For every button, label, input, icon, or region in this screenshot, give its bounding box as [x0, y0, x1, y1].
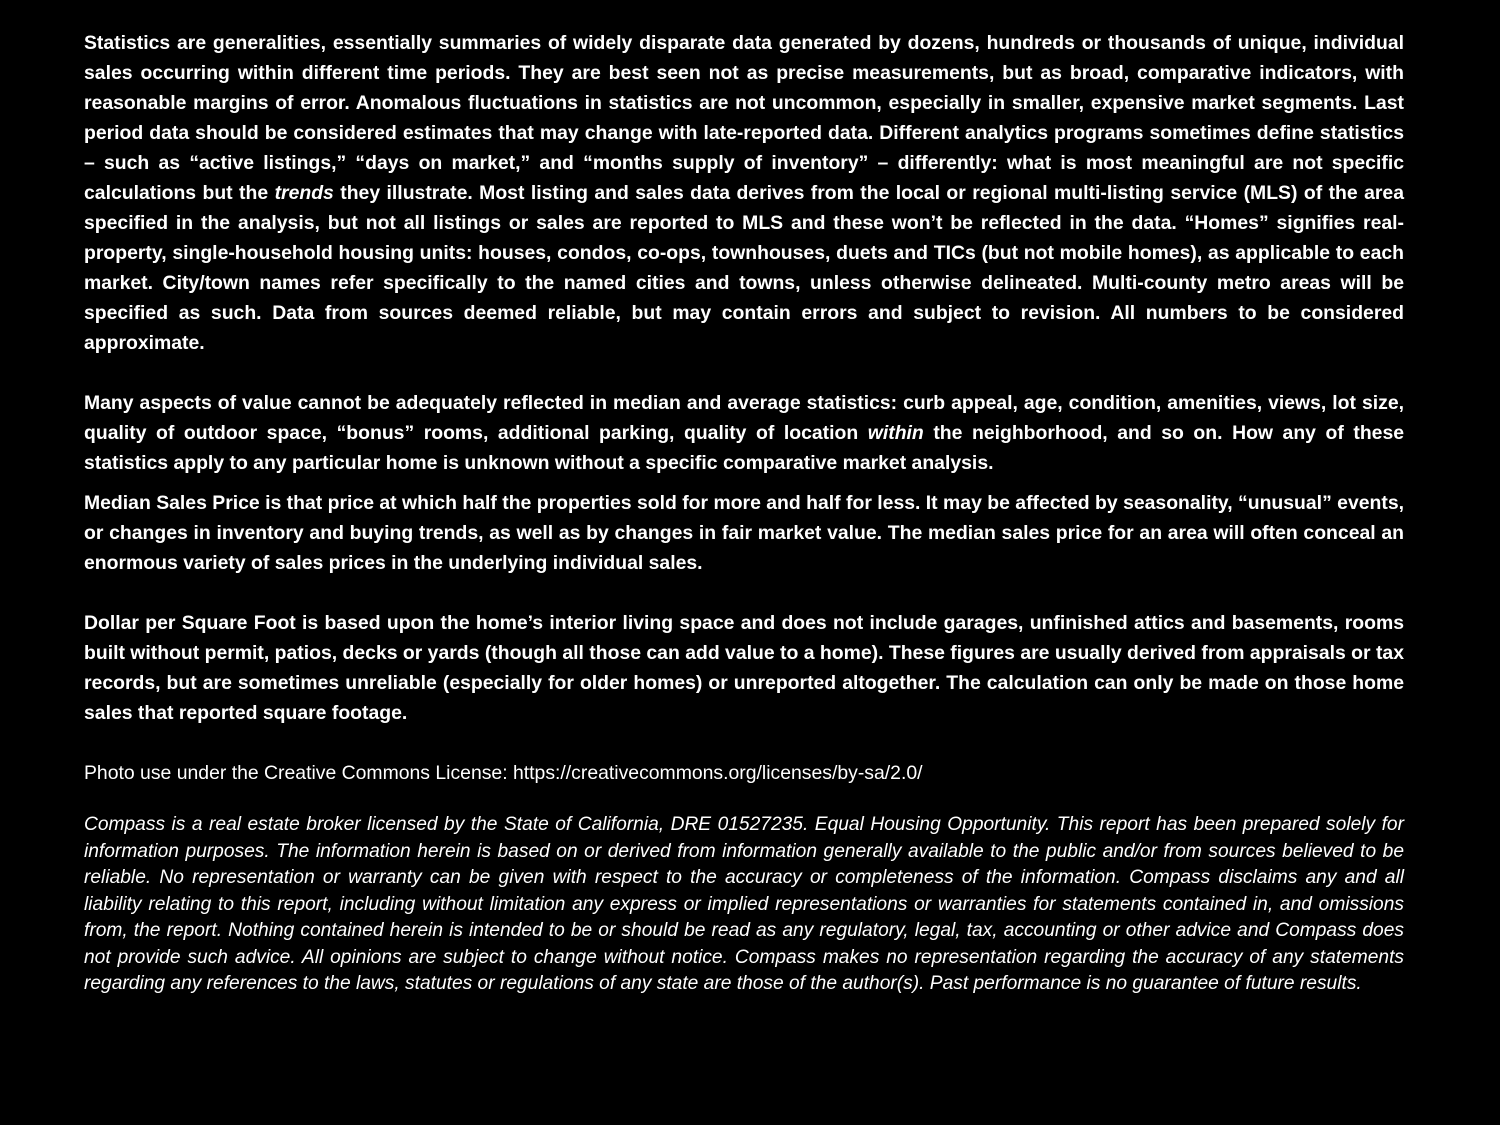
- value-aspects-text-b: the neighborhood, and so on. How any of these statistics apply to any particular home is unknown without a specific comparative market analysis.: [84, 422, 1405, 474]
- median-sales-price-paragraph: Median Sales Price is that price at which half the properties sold for more and half for less. It may be affected by seasonality, “unusual” events, or changes in inventory and buying trends, as well as by changes in fair market value. The median sales price for an area will often conceal an enormous variety of sales prices in the underlying individual sales.: [84, 492, 1404, 574]
- photo-license-note: Photo use under the Creative Commons License: https://creativecommons.org/licenses/by-sa/2.0/: [84, 762, 923, 784]
- statistics-emphasis: trends: [274, 182, 334, 204]
- statistics-text-a: Statistics are generalities, essentially summaries of widely disparate data generated by dozens, hundreds or thousands of unique, individual sales occurring within different time periods. They are best seen not as precise measurements, but as broad, comparative indicators, with reasonable margins of error. Anomalous fluctuations in statistics are not uncommon, especially in smaller, expensive market segments. Last period data should be considered estimates that may change with late-reported data. Different analytics programs sometimes define statistics – such as “active listings,” “days on market,” and “months supply of inventory” – differently: what is most meaningful are not specific calculations but the: [84, 32, 1404, 204]
- value-aspects-paragraph: [84, 388, 1404, 478]
- value-aspects-text-a: Many aspects of value cannot be adequately reflected in median and average statistics: curb appeal, age, condition, amenities, views, lot size, quality of outdoor space, “bonus” rooms, additional parking, quality of location: [84, 392, 1404, 444]
- statistics-paragraph: [84, 28, 1404, 358]
- dollar-per-square-foot-paragraph: Dollar per Square Foot is based upon the home’s interior living space and does not include garages, unfinished attics and basements, rooms built without permit, patios, decks or yards (though all those can add value to a home). These figures are usually derived from appraisals or tax records, but are sometimes unreliable (especially for older homes) or unreported altogether. The calculation can only be made on those home sales that reported square footage.: [84, 612, 1404, 724]
- value-aspects-emphasis: within: [867, 422, 924, 444]
- document-body: [84, 28, 1404, 998]
- legal-disclaimer: Compass is a real estate broker licensed by the State of California, DRE 01527235. Equal Housing Opportunity. This report has been prepared solely for information purposes. The information herein is based on or derived from information generally available to the public and/or from sources believed to be reliable. No representation or warranty can be given with respect to the accuracy or completeness of the information. Compass disclaims any and all liability relating to this report, including without limitation any express or implied representations or warranties for statements contained in, and omissions from, the report. Nothing contained herein is intended to be or should be read as any regulatory, legal, tax, accounting or other advice and Compass does not provide such advice. All opinions are subject to change without notice. Compass makes no representation regarding the accuracy of any statements regarding any references to the laws, statutes or regulations of any state are those of the author(s). Past performance is no guarantee of future results.: [84, 814, 1404, 994]
- statistics-text-b: they illustrate. Most listing and sales data derives from the local or regional multi-listing service (MLS) of the area specified in the analysis, but not all listings or sales are reported to MLS and these won’t be reflected in the data. “Homes” signifies real-property, single-household housing units: houses, condos, co-ops, townhouses, duets and TICs (but not mobile homes), as applicable to each market. City/town names refer specifically to the named cities and towns, unless otherwise delineated. Multi-county metro areas will be specified as such. Data from sources deemed reliable, but may contain errors and subject to revision. All numbers to be considered approximate.: [84, 182, 1404, 354]
